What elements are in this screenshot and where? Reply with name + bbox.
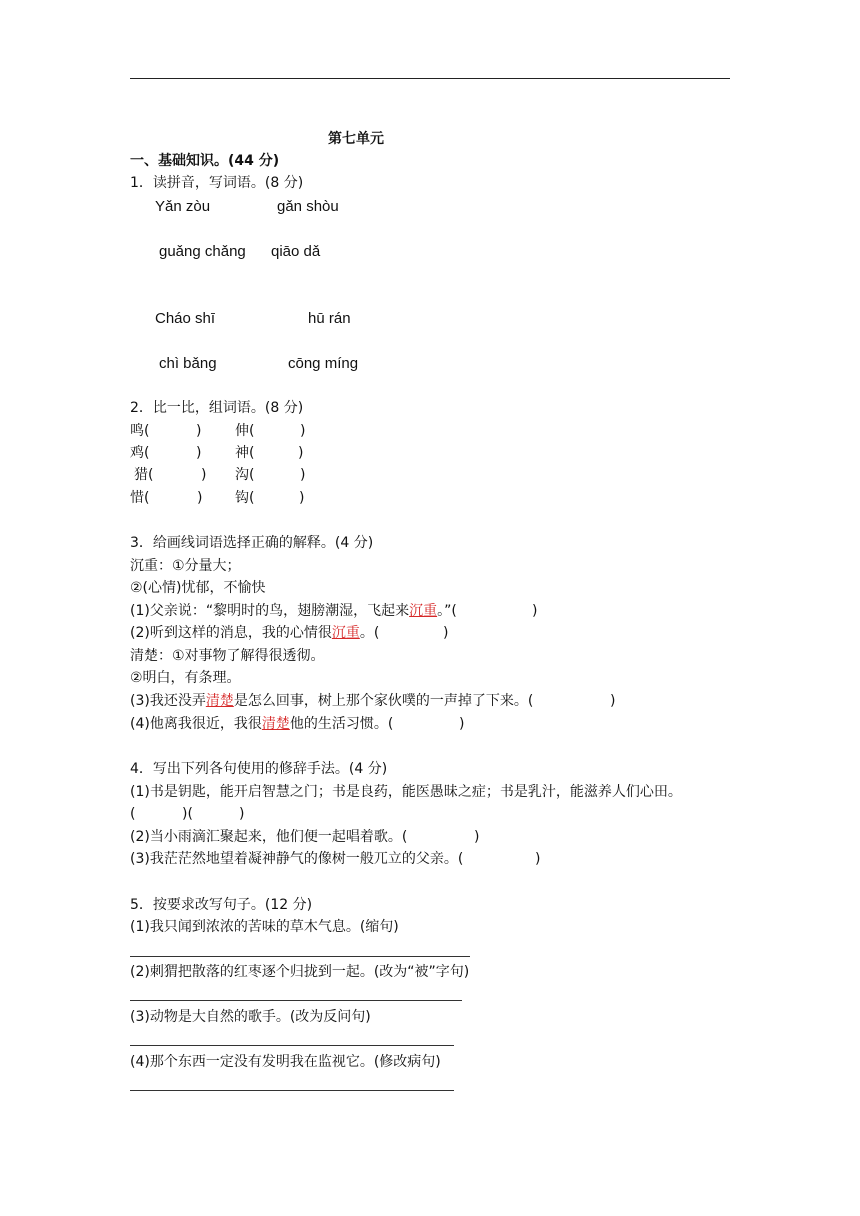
sentence-text: 他的生活习惯。( — [289, 716, 394, 732]
sentence-text: 。”( — [437, 603, 457, 619]
q2-char: 鸡( — [130, 445, 150, 461]
q2-close: ) — [300, 467, 306, 483]
answer-line[interactable] — [130, 1090, 454, 1091]
answer-line[interactable] — [130, 1000, 462, 1001]
q3-heading: 3．给画线词语选择正确的解释。(4 分) — [130, 535, 374, 551]
pinyin-5: Cháo shī — [155, 310, 216, 327]
q5-heading: 5．按要求改写句子。(12 分) — [130, 897, 313, 913]
pinyin-4: qiāo dǎ — [271, 243, 321, 260]
pinyin-3: guǎng chǎng — [159, 243, 246, 260]
answer-line[interactable] — [130, 956, 470, 957]
q4-heading: 4．写出下列各句使用的修辞手法。(4 分) — [130, 761, 388, 777]
q5-sentence-1: (1)我只闻到浓浓的苦味的草木气息。(缩句) — [130, 919, 399, 935]
answer-close: ) — [443, 625, 449, 641]
q2-heading: 2．比一比，组词语。(8 分) — [130, 400, 304, 416]
q4-sentence-1: (1)书是钥匙，能开启智慧之门；书是良药，能医愚昧之症；书是乳汁，能滋养人们心田。 — [130, 784, 682, 800]
page-title: 第七单元 — [328, 131, 384, 147]
answer-close: ) — [610, 693, 616, 709]
q5-sentence-3: (3)动物是大自然的歌手。(改为反问句) — [130, 1009, 371, 1025]
sentence-text: 是怎么回事，树上那个家伙噗的一声掉了下来。( — [233, 693, 534, 709]
sentence-text: (2)听到这样的消息，我的心情很 — [130, 625, 332, 641]
sentence-text: 。( — [359, 625, 380, 641]
answer-line[interactable] — [130, 1045, 454, 1046]
q1-heading: 1．读拼音，写词语。(8 分) — [130, 175, 304, 191]
q2-char: 鸣( — [130, 423, 150, 439]
q2-close: ) — [300, 423, 306, 439]
q3-definition: 沉重：①分量大； — [130, 558, 241, 574]
pinyin-2: gǎn shòu — [277, 198, 339, 215]
answer-close: ) — [474, 829, 480, 845]
answer-close: ) — [532, 603, 538, 619]
underlined-word: 清楚 — [261, 716, 290, 732]
q3-definition: ②(心情)忧郁，不愉快 — [130, 580, 266, 596]
pinyin-1: Yǎn zòu — [155, 198, 211, 215]
underlined-word: 沉重 — [331, 625, 360, 641]
q2-close: ) — [298, 445, 304, 461]
q2-char: 沟( — [235, 467, 255, 483]
q2-close: ) — [197, 490, 203, 506]
q5-sentence-2: (2)刺猬把散落的红枣逐个归拢到一起。(改为“被”字句) — [130, 964, 470, 980]
q3-definition: ②明白，有条理。 — [130, 670, 241, 686]
answer-open: ( — [130, 806, 136, 822]
header-rule — [130, 78, 730, 79]
answer-close: ) — [459, 716, 465, 732]
answer-close: ) — [239, 806, 245, 822]
q3-sentence-3 — [130, 692, 533, 710]
q2-char: 钩( — [235, 490, 255, 506]
q2-close: ) — [196, 445, 202, 461]
q3-sentence-4 — [130, 715, 393, 733]
section-heading: 一、基础知识。(44 分) — [130, 153, 280, 169]
q2-close: ) — [196, 423, 202, 439]
q2-close: ) — [299, 490, 305, 506]
q2-char: 伸( — [235, 423, 255, 439]
sentence-text: (1)父亲说：“黎明时的鸟，翅膀潮湿，飞起来 — [130, 603, 410, 619]
q3-definition: 清楚：①对事物了解得很透彻。 — [130, 648, 325, 664]
pinyin-6: hū rán — [308, 310, 351, 327]
q5-sentence-4: (4)那个东西一定没有发明我在监视它。(修改病句) — [130, 1054, 441, 1070]
q3-sentence-2 — [130, 624, 379, 642]
q2-char: 惜( — [130, 490, 150, 506]
q4-sentence-3: (3)我茫茫然地望着凝神静气的像树一般兀立的父亲。( — [130, 851, 464, 867]
q3-sentence-1 — [130, 602, 457, 620]
q2-char: 猎( — [134, 467, 154, 483]
pinyin-7: chì bǎng — [159, 355, 217, 372]
pinyin-8: cōng míng — [288, 355, 359, 372]
underlined-word: 沉重 — [409, 603, 438, 619]
answer-separator: )( — [182, 806, 193, 822]
q2-char: 神( — [235, 445, 255, 461]
underlined-word: 清楚 — [205, 693, 234, 709]
q4-sentence-2: (2)当小雨滴汇聚起来，他们便一起唱着歌。( — [130, 829, 408, 845]
answer-close: ) — [535, 851, 541, 867]
q2-close: ) — [201, 467, 207, 483]
sentence-text: (4)他离我很近，我很 — [130, 716, 262, 732]
sentence-text: (3)我还没弄 — [130, 693, 206, 709]
